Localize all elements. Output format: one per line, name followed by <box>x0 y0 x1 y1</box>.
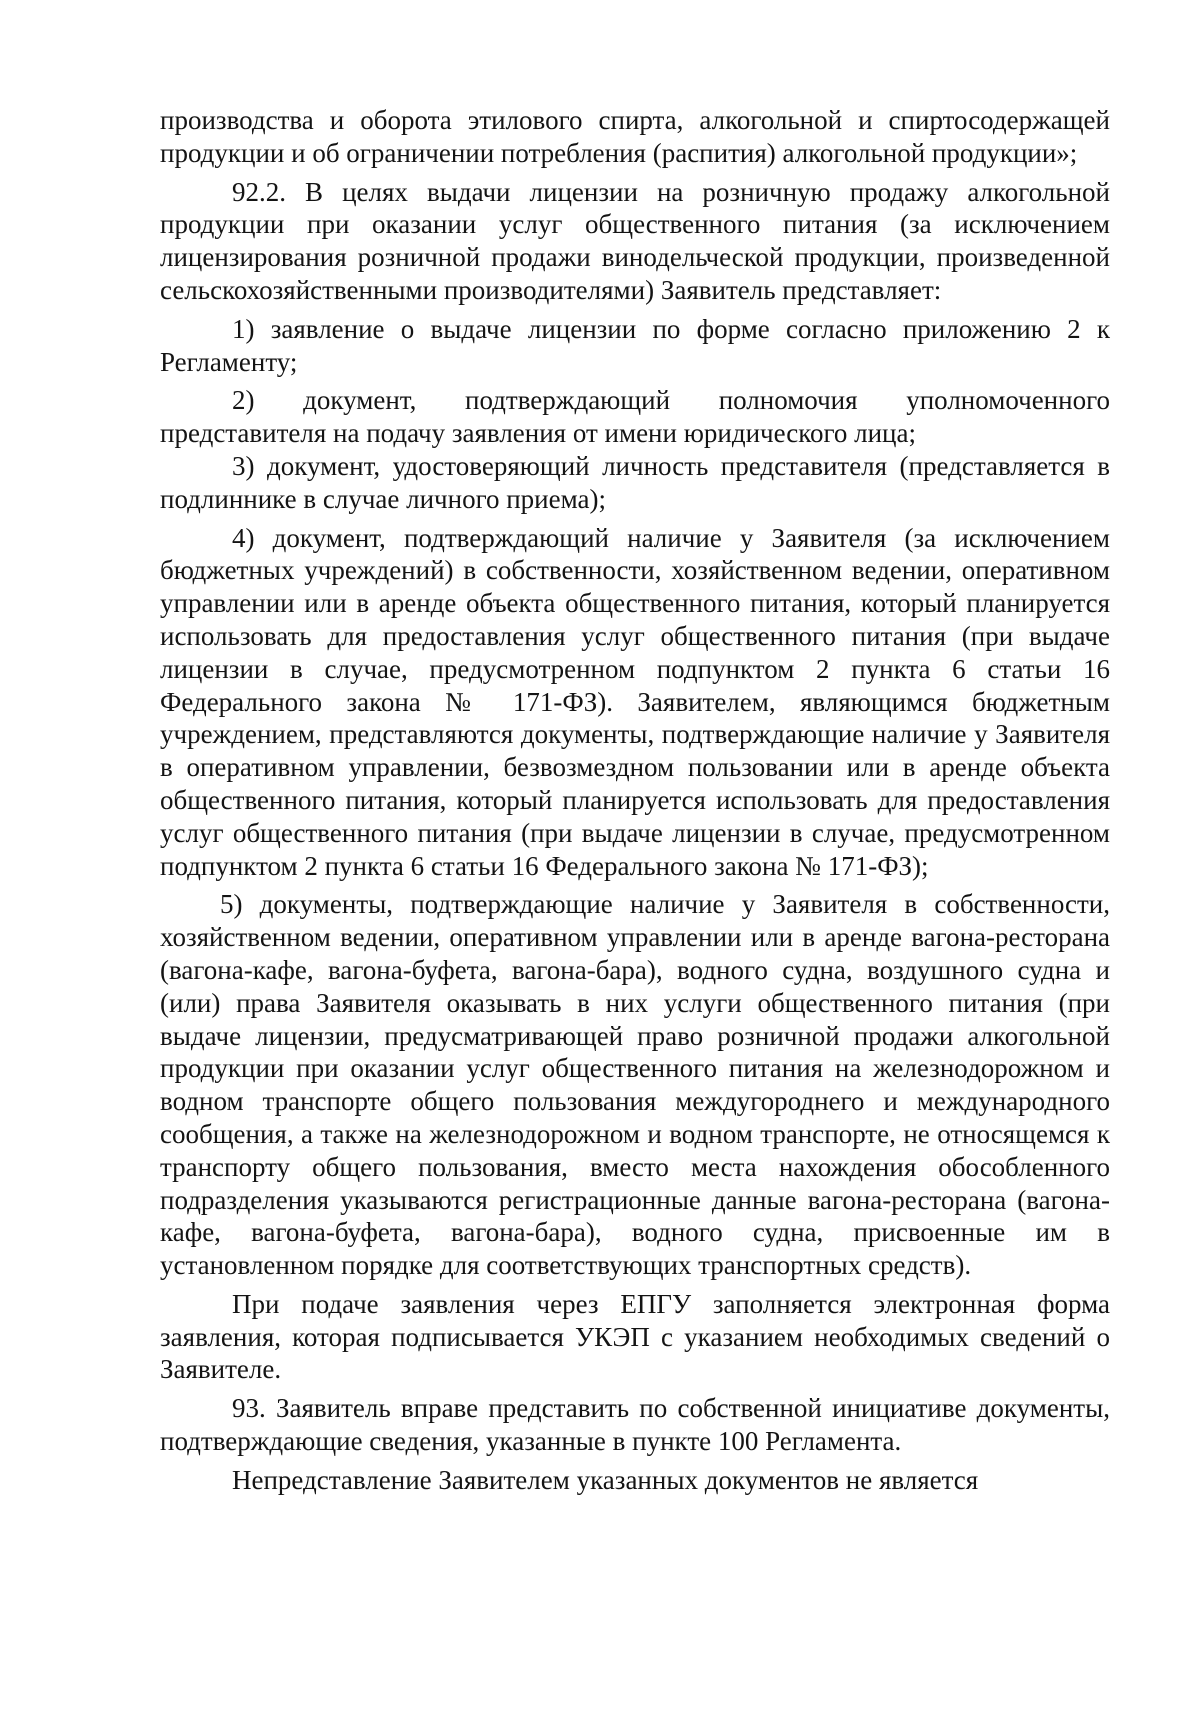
paragraph-epgu: При подаче заявления через ЕПГУ заполняется электронная форма заявления, которая подписывается УКЭП с указанием необходимых сведений о Заявителе. <box>160 1288 1110 1385</box>
list-item-4: 4) документ, подтверждающий наличие у Заявителя (за исключением бюджетных учреждений) в собственности, хозяйственном ведении, оперативном управлении или в аренде объекта общественного питания, который планируется использовать для предоставления услуг общественного питания (при выдаче лицензии в случае, предусмотренном подпунктом 2 пункта 6 статьи 16 Федерального закона № 171-ФЗ). Заявителем, являющимся бюджетным учреждением, представляются документы, подтверждающие наличие у Заявителя в оперативном управлении, безвозмездном пользовании или в аренде объекта общественного питания, который планируется использовать для предоставления услуг общественного питания (при выдаче лицензии в случае, предусмотренном подпунктом 2 пункта 6 статьи 16 Федерального закона № 171-ФЗ); <box>160 522 1110 881</box>
list-item-5: 5) документы, подтверждающие наличие у Заявителя в собственности, хозяйственном ведении, оперативном управлении или в аренде вагона-ресторана (вагона-кафе, вагона-буфета, вагона-бара), водного судна, воздушного судна и (или) права Заявителя оказывать в них услуги общественного питания (при выдаче лицензии, предусматривающей право розничной продажи алкогольной продукции при оказании услуг общественного питания на железнодорожном и водном транспорте общего пользования междугороднего и международного сообщения, а также на железнодорожном и водном транспорте, не относящемся к транспорту общего пользования, вместо места нахождения обособленного подразделения указываются регистрационные данные вагона-ресторана (вагона-кафе, вагона-буфета, вагона-бара), водного судна, присвоенные им в установленном порядке для соответствующих транспортных средств). <box>160 889 1110 1281</box>
paragraph-continuation: производства и оборота этилового спирта, алкогольной и спиртосодержащей продукции и об ограничении потребления (распития) алкогольной продукции»; <box>160 105 1110 168</box>
document-page <box>160 104 1110 1497</box>
list-item-1: 1) заявление о выдаче лицензии по форме согласно приложению 2 к Регламенту; <box>160 313 1110 377</box>
paragraph-nonsubmission: Непредставление Заявителем указанных документов не является <box>232 1464 979 1495</box>
list-item-2: 2) документ, подтверждающий полномочия уполномоченного представителя на подачу заявления от имени юридического лица; <box>160 385 1110 449</box>
paragraph-93: 93. Заявитель вправе представить по собственной инициативе документы, подтверждающие сведения, указанные в пункте 100 Регламента. <box>160 1393 1110 1457</box>
list-item-3: 3) документ, удостоверяющий личность представителя (представляется в подлиннике в случае личного приема); <box>160 450 1110 514</box>
paragraph-92-2: 92.2. В целях выдачи лицензии на розничную продажу алкогольной продукции при оказании услуг общественного питания (за исключением лицензирования розничной продажи винодельческой продукции, произведенной сельскохозяйственными производителями) Заявитель представляет: <box>160 176 1110 305</box>
